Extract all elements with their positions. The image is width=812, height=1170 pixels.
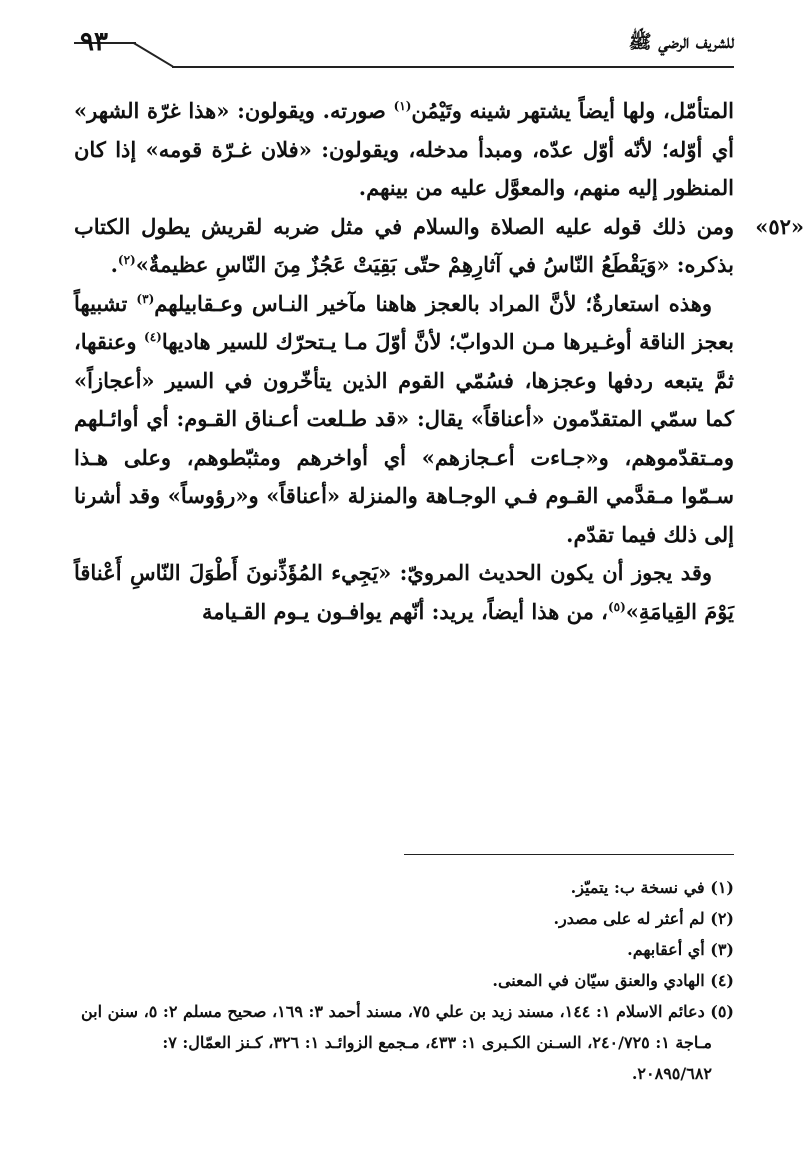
- footnote-ref-5: (٥): [607, 599, 626, 614]
- footnote-ref-2: (٢): [117, 253, 136, 267]
- paragraph-1: المتأمّل، ولها أيضاً يشتهر شينه وتَيْمُن$^{(١)}$ صورته. ويقولون: «هذا غرّة الشهر» أي أوّله؛ لأنّه أوّل عدّه، ومبدأ مدخله، ويقولون: «فلان غـرّة قومه» إذا كان المنظور إليه منهم، والمعوَّل عليه من بينهم.: [74, 98, 734, 200]
- main-text: [74, 92, 804, 631]
- footnote-ref-3: (٣): [136, 291, 155, 306]
- paragraph-52: «٥٢» ومن ذلك قوله عليه الصلاة والسلام في مثل ضربه لقريش يطول الكتاب بذكره: «وَيَقْطَعُ النّاسُ في آثارِهِمْ حتّى بَقِيَتْ عَجُزٌ مِنَ النّاسِ عظيمةٌ»$^{(٢)}$.: [74, 208, 734, 285]
- running-header-title: للشريف الرضي ﷺ: [628, 31, 734, 53]
- footnotes: [74, 872, 734, 1089]
- footnote-5-continued-2: ٢٠٨٩٥/٦٨٢.: [631, 1064, 712, 1083]
- footnote-ref-4: (٤): [144, 330, 162, 344]
- footnote-1: (١) في نسخة ب: يتميّز.: [570, 878, 734, 897]
- footnote-ref-1: (١): [393, 99, 412, 113]
- paragraph-4: وقد يجوز أن يكون الحديث المرويّ: «يَجِيء المُؤَذِّنونَ أَطْوَلَ النّاسِ أَعْناقاً يَوْمَ القِيامَةِ»$^{(٥)}$، من هذا أيضاً، يريد: أنّهم يوافـون يـوم القـيامة: [74, 560, 734, 624]
- footnote-2: (٢) لم أعثر له على مصدر.: [553, 909, 734, 928]
- footnote-separator: [404, 854, 734, 855]
- footnote-4: (٤) الهادي والعنق سيّان في المعنى.: [492, 971, 734, 990]
- hadith-quote-2: يَجِيء المُؤَذِّنونَ أَطْوَلَ النّاسِ أَعْناقاً يَوْمَ القِيامَةِ: [74, 560, 734, 624]
- footnote-3: (٣) أي أعقابهم.: [627, 940, 734, 959]
- paragraph-number: «٥٢»: [755, 213, 804, 239]
- paragraph-3: وهذه استعارةٌ؛ لأنَّ المراد بالعجز هاهنا مآخير النـاس وعـقابيلهم$^{(٣)}$ تشبيهاً بعجز الناقة أوغـيرها مـن الدوابّ؛ لأنَّ أوّلَ مـا يـتحرّك للسير هاديها$^{(٤)}$ وعنقها، ثمَّ يتبعه ردفها وعجزها، فسُمّي القوم الذين يتأخّرون في السير «أعجازاً» كما سمّي المتقدّمون «أعناقاً» يقال: «قد طـلعت أعـناق القـوم: أي أوائـلهم ومـتقدّموهم، و«جـاءت أعـجازهم» أي أواخرهم ومثبّطوهم، وعلى هـذا سـمّوا مـقدَّمي القـوم فـي الوجـاهة والمنزلة «أعناقاً» و«رؤوساً» وقد أشرنا إلى ذلك فيما تقدّم.: [74, 290, 734, 547]
- footnote-5-continued: مـاجة ١: ٢٤٠/٧٢٥، السـنن الكـبرى ١: ٤٣٣، مـجمع الزوائـد ١: ٣٢٦، كـنز العمّال: ٧:: [162, 1033, 712, 1052]
- hadith-quote-1: وَيَقْطَعُ النّاسُ في آثارِهِمْ حتّى بَقِيَتْ عَجُزٌ مِنَ النّاسِ عظيمةٌ: [148, 252, 657, 277]
- header-rule-diagonal: [133, 42, 173, 67]
- page-number: ٩٣: [80, 27, 108, 57]
- header-rule-right: [172, 66, 734, 68]
- footnote-5: (٥) دعائم الاسلام ١: ١٤٤، مسند زيد بن علي ٧٥، مسند أحمد ٣: ١٦٩، صحيح مسلم ٢: ٥، سنن ابن: [80, 1002, 734, 1021]
